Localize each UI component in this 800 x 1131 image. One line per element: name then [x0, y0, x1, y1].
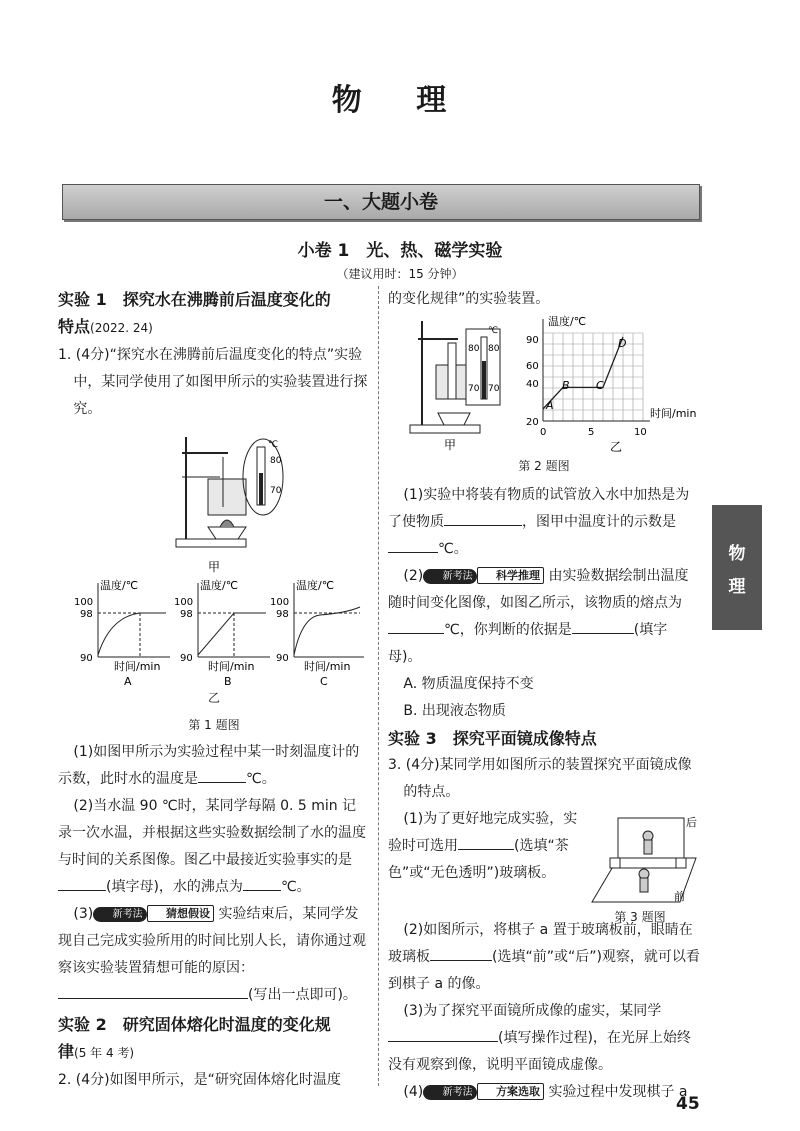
svg-text:80: 80: [270, 456, 282, 466]
svg-text:80: 80: [488, 344, 500, 354]
svg-text:时间/min: 时间/min: [304, 660, 351, 673]
fig2-point-C: C: [596, 379, 604, 392]
q3-part1: (1)为了更好地完成实验，实验时可选用 (选填“茶色”或“无色透明”)玻璃板。: [388, 811, 578, 881]
q1-part3: (3) 新考法 猜想假设 实验结束后，某同学发现自己完成实验所用的时间比别人长，请你通过观察该实验装置猜想可能的原因：(写出一点即可)。: [58, 906, 366, 1003]
svg-text:时间/min: 时间/min: [114, 660, 161, 673]
q3-part4: (4) 新考法 方案选取 实验过程中发现棋子 a: [403, 1084, 688, 1100]
svg-text:90: 90: [80, 653, 93, 664]
graph-A: [74, 578, 170, 688]
svg-text:70: 70: [270, 486, 282, 496]
series-C-line: [294, 607, 360, 655]
svg-text:10: 10: [634, 427, 647, 438]
svg-text:98: 98: [276, 609, 289, 620]
q2-intro: 2. (4分)如图甲所示，是“研究固体熔化时温度: [58, 1072, 341, 1088]
q3-part1-block: [388, 806, 700, 914]
section-banner: [62, 184, 700, 220]
tab-char-1: 物: [728, 544, 746, 564]
exp1-title: 实验 1 探究水在沸腾前后温度变化的: [58, 290, 331, 309]
svg-text:90: 90: [276, 653, 289, 664]
fig3-caption: 第 3 题图: [614, 910, 666, 924]
right-column: [388, 286, 700, 1106]
q2-2-blank-basis[interactable]: [572, 618, 634, 634]
series-A-line: [98, 613, 166, 655]
svg-text:70: 70: [468, 384, 480, 394]
fig1-graphs: [58, 577, 370, 697]
q2-cont: 的变化规律”的实验装置。: [388, 291, 550, 307]
fig2-label-yi: 乙: [610, 440, 623, 453]
q2-2-blank-melt[interactable]: [388, 618, 444, 634]
fig2-graph: [526, 314, 696, 453]
reasoning-badge: 科学推理: [477, 567, 544, 584]
fig2-point-B: B: [562, 379, 570, 392]
q2-option-A: A. 物质温度保持不变: [403, 676, 534, 692]
exp1-source: (2022. 24): [90, 321, 153, 335]
graph-label-A: A: [124, 675, 132, 688]
q3-3-blank[interactable]: [388, 1026, 498, 1042]
graph-C: [270, 578, 364, 688]
fig2-point-D: D: [618, 337, 627, 350]
svg-text:98: 98: [80, 609, 93, 620]
svg-text:前: 前: [674, 890, 685, 903]
svg-text:℃: ℃: [488, 326, 499, 336]
q1-2-blank-letter[interactable]: [58, 875, 106, 891]
svg-text:5: 5: [588, 427, 595, 438]
svg-text:温度/℃: 温度/℃: [200, 579, 239, 592]
q1-part2: (2)当水温 90 ℃时，某同学每隔 0. 5 min 记录一次水温，并根据这些实验数据绘制了水的温度与时间的关系图像。图乙中最接近实验事实的是(填字母)，水的沸点为 ℃。: [58, 798, 366, 895]
fig2-label-jia: 甲: [444, 438, 457, 452]
svg-text:100: 100: [74, 597, 94, 608]
exp3-title: 实验 3 探究平面镜成像特点: [388, 729, 597, 748]
q2-1-blank[interactable]: [444, 510, 522, 526]
exp2-source: (5 年 4 考): [74, 1046, 135, 1060]
q3-intro: 3. (4分)某同学用如图所示的装置探究平面镜成像的特点。: [388, 757, 692, 800]
svg-text:温度/℃: 温度/℃: [548, 315, 587, 328]
q2-1-blank-temp[interactable]: [388, 537, 438, 553]
svg-text:90: 90: [526, 335, 539, 346]
svg-text:100: 100: [174, 597, 194, 608]
q3-2-blank[interactable]: [430, 945, 492, 961]
q1-intro: 1. (4分)“探究水在沸腾前后温度变化的特点”实验中，某同学使用了如图甲所示的实验装置进行探究。: [58, 347, 368, 417]
q3-1-blank[interactable]: [458, 834, 514, 850]
subject-side-tab: [712, 505, 762, 630]
svg-text:100: 100: [270, 597, 290, 608]
svg-text:40: 40: [526, 379, 539, 390]
banner-text: 一、大题小卷: [323, 191, 438, 213]
svg-text:时间/min: 时间/min: [650, 407, 697, 420]
svg-text:时间/min: 时间/min: [208, 660, 255, 673]
q3-part3: (3)为了探究平面镜所成像的虚实，某同学(填写操作过程)，在光屏上始终没有观察到像，说明平面镜成虚像。: [388, 1003, 691, 1073]
fig1-thermo-unit: ℃: [268, 440, 279, 450]
page-number: 45: [676, 1094, 700, 1114]
svg-text:温度/℃: 温度/℃: [296, 579, 335, 592]
svg-text:20: 20: [526, 417, 539, 428]
q1-part1: (1)如图甲所示为实验过程中某一时刻温度计的示数，此时水的温度是 ℃。: [58, 744, 360, 787]
svg-text:温度/℃: 温度/℃: [100, 579, 139, 592]
q2-part1: (1)实验中将装有物质的试管放入水中加热是为了使物质 ，图甲中温度计的示数是℃。: [388, 487, 690, 557]
svg-text:90: 90: [180, 653, 193, 664]
q2-part2: (2) 新考法 科学推理 由实验数据绘制出温度随时间变化图像，如图乙所示，该物质的熔点为℃，你判断的依据是 (填字母)。: [388, 568, 689, 665]
new-method-badge: 新考法: [423, 1085, 476, 1100]
new-method-badge: 新考法: [423, 569, 476, 584]
q1-2-blank-temp[interactable]: [243, 875, 281, 891]
fig1-apparatus: [58, 427, 370, 577]
fig1-label-jia: 甲: [208, 560, 221, 574]
fig2: [388, 313, 700, 453]
svg-text:0: 0: [540, 427, 547, 438]
left-column: [58, 286, 370, 1094]
q1-1-blank[interactable]: [198, 767, 246, 783]
svg-text:80: 80: [468, 344, 480, 354]
q2-option-B: B. 出现液态物质: [403, 703, 506, 719]
plan-badge: 方案选取: [477, 1083, 544, 1100]
svg-text:98: 98: [180, 609, 193, 620]
series-B-line: [198, 613, 266, 655]
time-hint: （建议用时：15 分钟）: [336, 267, 464, 281]
new-method-badge: 新考法: [93, 907, 146, 922]
q1-3-blank[interactable]: [58, 983, 248, 999]
exp2-title: 实验 2 研究固体熔化时温度的变化规: [58, 1015, 331, 1034]
paper-subtitle: 小卷 1 光、热、磁学实验: [297, 241, 503, 261]
fig3-mirror: [588, 810, 700, 910]
svg-text:60: 60: [526, 361, 539, 372]
exp1-title-line2: 特点(2022. 24): [58, 317, 153, 336]
tab-char-2: 理: [728, 577, 746, 597]
graph-label-B: B: [224, 675, 232, 688]
svg-text:后: 后: [686, 816, 697, 829]
fig2-apparatus: [410, 321, 500, 452]
graph-B: [174, 578, 270, 688]
page-title: 物 理: [331, 83, 469, 118]
column-divider: [378, 286, 379, 1086]
fig2-caption: 第 2 题图: [518, 459, 570, 473]
svg-text:70: 70: [488, 384, 500, 394]
fig1-caption: 第 1 题图: [188, 718, 240, 732]
fig2-point-A: A: [546, 399, 554, 412]
q3-part2: (2)如图所示，将棋子 a 置于玻璃板前，眼睛在玻璃板 (选填“前”或“后”)观察，就可以看到棋子 a 的像。: [388, 922, 700, 992]
fig1-label-yi: 乙: [207, 691, 220, 705]
hypothesis-badge: 猜想假设: [147, 905, 214, 922]
exp2-title-line2: 律(5 年 4 考): [58, 1042, 135, 1061]
graph-label-C: C: [320, 675, 328, 688]
